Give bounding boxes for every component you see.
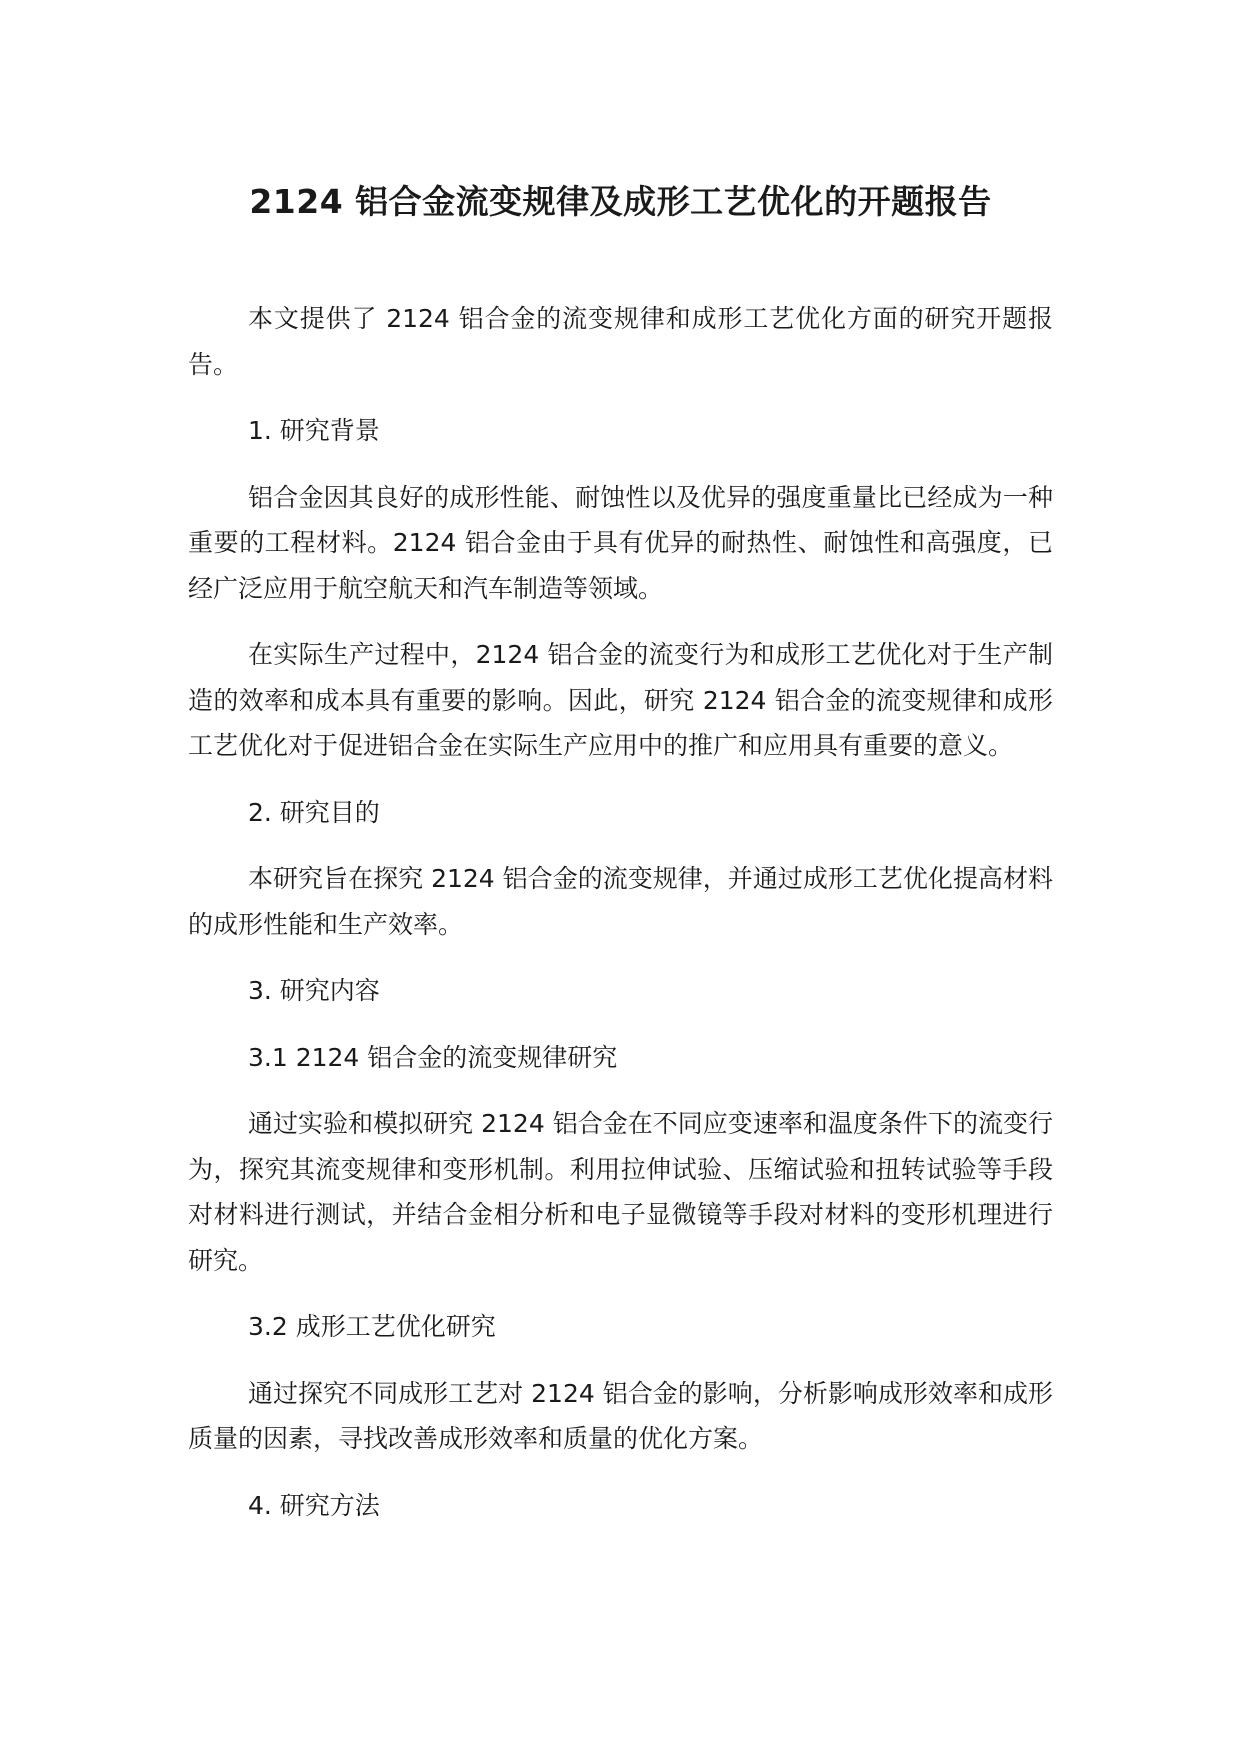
subsection-heading-rheology: 3.1 2124 铝合金的流变规律研究	[248, 1042, 618, 1072]
section-heading-methods: 4. 研究方法	[248, 1490, 380, 1520]
background-paragraph-2: 在实际生产过程中，2124 铝合金的流变行为和成形工艺优化对于生产制造的效率和成本具有重要的影响。因此，研究 2124 铝合金的流变规律和成形工艺优化对于促进铝合金在实际生产应用中的推广和应用具有重要的意义。	[188, 640, 1053, 760]
intro-paragraph: 本文提供了 2124 铝合金的流变规律和成形工艺优化方面的研究开题报告。	[188, 304, 1053, 379]
background-paragraph-1: 铝合金因其良好的成形性能、耐蚀性以及优异的强度重量比已经成为一种重要的工程材料。2124 铝合金由于具有优异的耐热性、耐蚀性和高强度，已经广泛应用于航空航天和汽车制造等领域。	[188, 482, 1053, 603]
document-title: 2124 铝合金流变规律及成形工艺优化的开题报告	[249, 182, 992, 221]
purpose-paragraph: 本研究旨在探究 2124 铝合金的流变规律，并通过成形工艺优化提高材料的成形性能和生产效率。	[188, 864, 1053, 939]
section-heading-background: 1. 研究背景	[248, 416, 380, 445]
subsection-heading-process-optimization: 3.2 成形工艺优化研究	[248, 1312, 496, 1341]
section-heading-content: 3. 研究内容	[248, 976, 380, 1005]
process-optimization-paragraph: 通过探究不同成形工艺对 2124 铝合金的影响，分析影响成形效率和成形质量的因素，寻找改善成形效率和质量的优化方案。	[188, 1378, 1053, 1453]
rheology-paragraph: 通过实验和模拟研究 2124 铝合金在不同应变速率和温度条件下的流变行为，探究其流变规律和变形机制。利用拉伸试验、压缩试验和扭转试验等手段对材料进行测试，并结合金相分析和电子显微镜等手段对材料的变形机理进行研究。	[188, 1109, 1053, 1275]
section-heading-purpose: 2. 研究目的	[248, 797, 380, 827]
